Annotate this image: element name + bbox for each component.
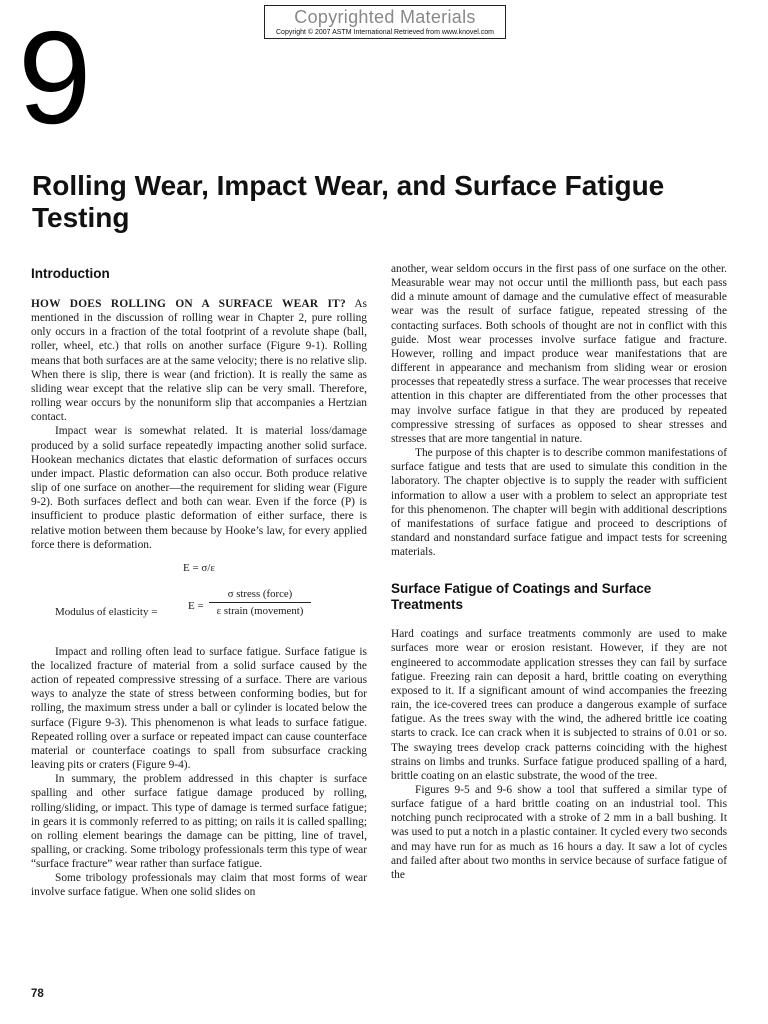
intro-paragraph-1-text: As mentioned in the discussion of rolling wear in Chapter 2, pure rolling only occurs in a fraction of the total footprint of a revolute shape (ball, roller, wheel, etc.) that rolls on another surface (Figure 9-1). Rolling means that both surfaces are at the same velocity; there is no relative slip. When there is slip, there is wear (and friction). It is really the same as sliding wear except that the relative slip can be very small. Therefore, rolling wear occurs by the nonuniform slip that accompanies a Hertzian contact. [31, 298, 367, 424]
surface-paragraph-1: Hard coatings and surface treatments commonly are used to make surfaces more wear or erosion resistant. However, if they are not engineered to accommodate application stresses they can fail by surface fatigue. Freezing rain can deposit a hard, brittle coating on everything exposed to it. If a significant amount of wind accompanies the freezing rain, the ice-covered trees can produce a dangerous example of surface fatigue. As the trees sway with the wind, the adhered brittle ice coating starts to crack. Ice can crack when it is subjected to strains of 0.01 or so. The swaying trees develop crack patterns coinciding with the highest strains on limbs and trunks. Surface fatigue produced spalling of a hard, brittle coating on an elastic substrate, the wood of the tree. [391, 628, 727, 782]
copyright-title: Copyrighted Materials [294, 7, 476, 27]
page-number: 78 [31, 988, 44, 1000]
intro-paragraph-3: Impact and rolling often lead to surface fatigue. Surface fatigue is the localized fracture of material from a solid surface caused by the action of repeated compressive stressing of a surface. There are various ways to analyze the state of stress between conforming bodies, but for rolling, the maximum stress under a ball or cylinder is located below the surface (Figure 9-3). This phenomenon is what leads to surface fatigue. Repeated rolling over a surface or repeated impact can cause counterface material or counterface coatings to spall from subsurface cracking leaving pits or craters (Figure 9-4). [31, 645, 367, 772]
intro-paragraph-5-continued: another, wear seldom occurs in the first pass of one surface on the other. Measurable wear may not occur until the millionth pass, but each pass did a minute amount of damage and the cumulative effect of measurable wear was the result of surface fatigue, repeated stressing of the contacting surfaces. Both schools of thought are not in conflict with this guide. Most wear processes involve surface fatigue and fracture. However, rolling and impact produce wear manifestations that are different in appearance and mechanism from sliding wear or erosion processes that repeatedly stress a surface. The wear processes that receive attention in this chapter are differentiated from the other processes that may involve surface fatigue in that they are produced by repeated compressive stressing of surfaces as opposed to shear stresses and stresses that are more tangential in nature. [391, 263, 727, 445]
copyright-line: Copyright © 2007 ASTM International Retrieved from www.knovel.com [276, 29, 494, 36]
chapter-title: Rolling Wear, Impact Wear, and Surface Fatigue Testing [32, 170, 665, 233]
equation-label: Modulus of elasticity = [55, 605, 158, 618]
equation-numerator: σ stress (force) [209, 587, 311, 603]
introduction-heading: Introduction [31, 266, 110, 281]
equation-modulus-short: E = σ/ε [182, 561, 216, 574]
right-column [391, 262, 727, 882]
intro-paragraph-6: The purpose of this chapter is to describe common manifestations of surface fatigue and tests that are used to simulate this condition in the laboratory. The chapter objective is to supply the reader with sufficient information to allow a user with a problem to select an appropriate test for this phenomenon. The chapter will begin with additional descriptions of manifestations of surface fatigue and proceed to descriptions of standard and nonstandard surface fatigue and impact tests for screening materials. [391, 447, 727, 559]
runin-heading: HOW DOES ROLLING ON A SURFACE WEAR IT? [31, 298, 346, 310]
copyright-notice [264, 5, 506, 39]
intro-paragraph-5: Some tribology professionals may claim that most forms of wear involve surface fatigue. When one solid slides on [31, 872, 367, 899]
equation-e: E = [188, 599, 204, 612]
intro-paragraph-1 [31, 297, 367, 424]
chapter-number: 9 [18, 4, 92, 151]
surface-paragraph-2: Figures 9-5 and 9-6 show a tool that suffered a similar type of surface fatigue of a hard brittle coating on an industrial tool. This notching punch reciprocated with a stroke of 2 mm in a ball bushing. It was used to put a notch in a plastic container. It cycled every two seconds and may have run for as much as 16 hours a day. It saw a lot of cycles and failed after about two months in service because of surface fatigue of the [391, 784, 727, 881]
intro-paragraph-4: In summary, the problem addressed in this chapter is surface spalling and other surface fatigue damage produced by rolling, rolling/sliding, or impact. This type of damage is termed surface fatigue; in gears it is commonly referred to as pitting; on rails it is called spalling; on rolling element bearings the damage can be pitting, line of travel, spalling, or cracking. Some tribology professionals term this type of wear “surface fracture” wear rather than surface fatigue. [31, 773, 367, 871]
surface-fatigue-heading: Surface Fatigue of Coatings and Surface Treatments [391, 581, 652, 613]
equation-denominator: ε strain (movement) [216, 604, 304, 617]
equation-modulus-full [31, 581, 367, 637]
equation-fraction [209, 587, 311, 618]
left-column [31, 262, 367, 900]
intro-paragraph-2: Impact wear is somewhat related. It is material loss/damage produced by a solid surface repeatedly impacting another solid surface. Hookean mechanics dictates that elastic deformation of surfaces occurs under impact. Plastic deformation can also occur. Both produce relative slip of one surface on another—the requirement for sliding wear (Figure 9-2). Both surfaces deflect and both can wear. Even if the force (P) is insufficient to produce plastic deformation of either surface, there is relative motion between them because by Hooke’s law, for every applied force there is deformation. [31, 425, 367, 551]
